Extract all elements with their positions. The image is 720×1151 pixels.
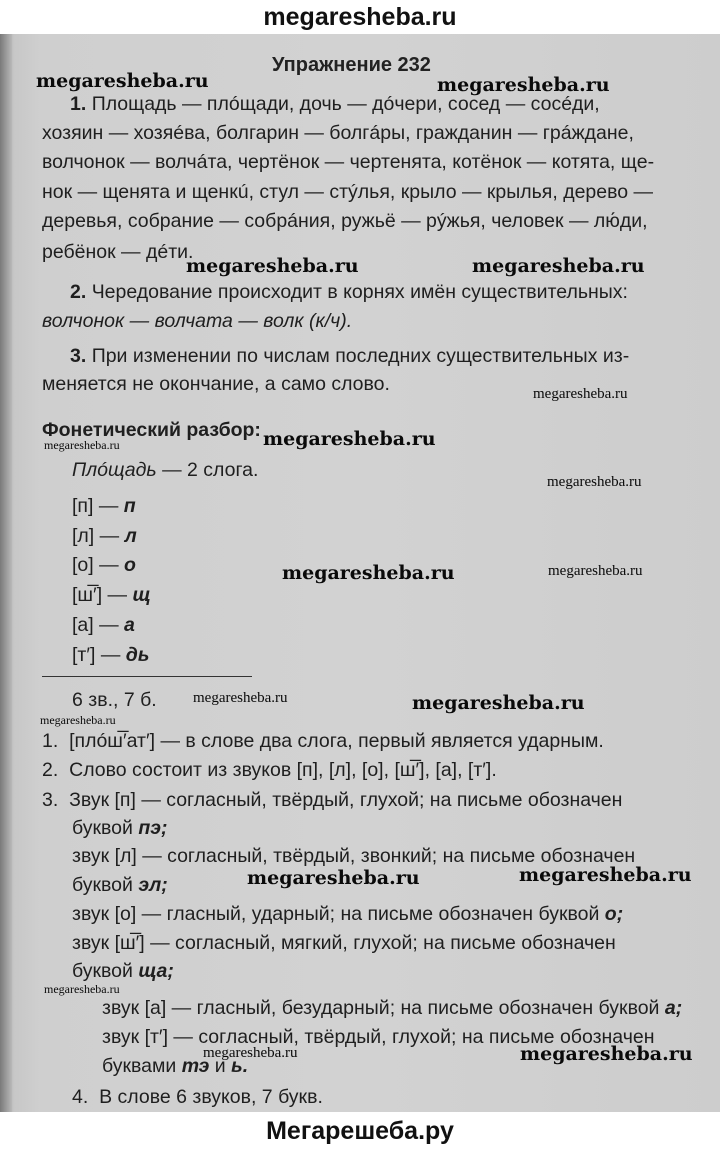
watermark: megaresheba.ru — [437, 74, 610, 96]
phonetic-heading: Фонетический разбор: — [42, 419, 261, 441]
analysis-item-3-line: звук [о] — гласный, ударный; на письме обозначен буквой о; — [72, 903, 624, 925]
watermark: megaresheba.ru — [247, 867, 420, 889]
analysis-item-2: 2. Слово состоит из звуков [п], [л], [о], [ш̅′], [а], [т′]. — [42, 759, 497, 781]
page-fold-shadow — [0, 34, 12, 1112]
exercise-title: Упражнение 232 — [272, 54, 431, 76]
p1-line-6: ребёнок — дéти. — [42, 241, 194, 263]
phonetic-total: 6 зв., 7 б. — [72, 689, 157, 711]
analysis-item-3-line: звук [а] — гласный, безударный; на письме обозначен буквой а; — [102, 997, 683, 1019]
watermark: megaresheba.ru — [519, 864, 692, 886]
sound-letter-row: [а] — а — [72, 614, 135, 636]
watermark: megaresheba.ru — [44, 982, 120, 996]
analysis-item-4: 4. В слове 6 звуков, 7 букв. — [72, 1086, 323, 1108]
analysis-item-3-line: буквой пэ; — [72, 817, 168, 839]
analysis-item-3-line: звук [л] — согласный, твёрдый, звонкий; на письме обозначен — [72, 845, 636, 867]
analysis-item-3-line: звук [ш̅′] — согласный, мягкий, глухой; на письме обозначен — [72, 932, 616, 954]
watermark: megaresheba.ru — [44, 438, 120, 452]
phonetic-word-line: Плóщадь — 2 слога. — [72, 459, 259, 481]
analysis-item-3-line: буквой эл; — [72, 874, 168, 896]
analysis-item-3: 3. Звук [п] — согласный, твёрдый, глухой; на письме обозначен — [42, 789, 623, 811]
watermark: megaresheba.ru — [533, 386, 628, 402]
watermark: megaresheba.ru — [193, 690, 288, 706]
watermark: megaresheba.ru — [40, 713, 116, 727]
sound-letter-row: [т′] — дь — [72, 644, 150, 666]
watermark: megaresheba.ru — [203, 1045, 298, 1061]
watermark: megaresheba.ru — [472, 255, 645, 277]
site-header[interactable]: megaresheba.ru — [0, 0, 720, 34]
p1-line-5: деревья, собрание — собрáния, ружьё — рýжья, человек — лю́ди, — [42, 210, 648, 232]
watermark: megaresheba.ru — [520, 1043, 693, 1065]
p1-number: 1. — [70, 93, 87, 115]
sound-letter-row: [л] — л — [72, 525, 137, 547]
watermark: megaresheba.ru — [263, 428, 436, 450]
sound-letter-row: [ш̅′] — щ — [72, 584, 151, 606]
divider — [42, 676, 252, 677]
phonetic-word: Плóщадь — [72, 459, 157, 481]
watermark: megaresheba.ru — [548, 563, 643, 579]
analysis-item-3-line: звук [т′] — согласный, твёрдый, глухой; на письме обозначен — [102, 1026, 655, 1048]
p1-line-2: хозяин — хозяéва, болгарин — болгáры, гражданин — грáждане, — [42, 122, 634, 144]
site-footer[interactable]: Мегарешеба.ру — [0, 1112, 720, 1151]
p2-line-2: волчонок — волчата — волк (к/ч). — [42, 310, 353, 332]
watermark: megaresheba.ru — [186, 255, 359, 277]
p3-line-1: 3. При изменении по числам последних существительных из- — [70, 345, 630, 367]
watermark: megaresheba.ru — [547, 474, 642, 490]
p1-line-4: нок — щенята и щенкú, стул — стýлья, крыло — крылья, дерево — — [42, 181, 654, 203]
p1-line-3: волчонок — волчáта, чертёнок — чертенята, котёнок — котята, щe- — [42, 151, 655, 173]
p3-line-2: меняется не окончание, а само слово. — [42, 373, 390, 395]
watermark: megaresheba.ru — [412, 692, 585, 714]
watermark: megaresheba.ru — [36, 70, 209, 92]
analysis-item-3-line: буквами тэ и ь. — [102, 1055, 249, 1077]
p1-line-1: 1. Площадь — плóщади, дочь — дóчери, сосед — сосéди, — [70, 93, 600, 115]
sound-letter-row: [о] — о — [72, 554, 136, 576]
analysis-item-3-line: буквой ща; — [72, 960, 174, 982]
sound-letter-row: [п] — п — [72, 495, 136, 517]
watermark: megaresheba.ru — [282, 562, 455, 584]
p2-line-1: 2. Чередование происходит в корнях имён существительных: — [70, 281, 628, 303]
analysis-item-1: 1. [плóш̅′ат′] — в слове два слога, первый является ударным. — [42, 730, 604, 752]
